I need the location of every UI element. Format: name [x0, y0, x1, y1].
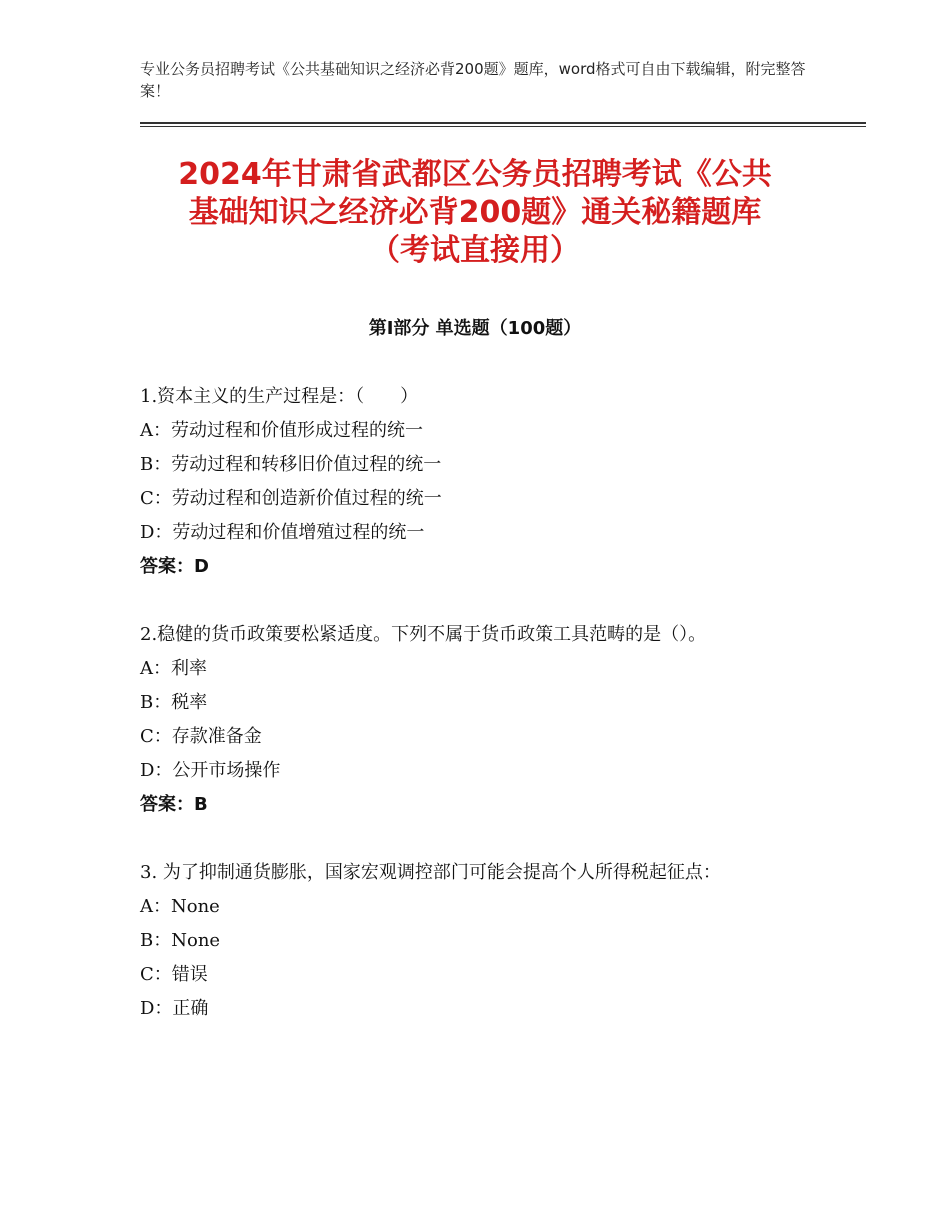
header-divider-thick — [140, 122, 866, 124]
answer: 答案：B — [140, 794, 208, 815]
document-title-line-2: 基础知识之经济必背200题》通关秘籍题库 — [188, 195, 762, 230]
header-note: 专业公务员招聘考试《公共基础知识之经济必背200题》题库，word格式可自由下载编辑，附完整答案！ — [140, 60, 806, 100]
document-title-line-3: （考试直接用） — [370, 233, 580, 268]
header-divider-thin — [140, 126, 866, 127]
option-c: C：劳动过程和创造新价值过程的统一 — [140, 488, 442, 509]
option-c: C：错误 — [140, 964, 208, 985]
answer: 答案：D — [140, 556, 209, 577]
question-3 — [140, 856, 820, 1026]
section-title: 第Ⅰ部分 单选题（100题） — [368, 318, 582, 339]
option-d: D：正确 — [140, 998, 209, 1019]
option-a: A：劳动过程和价值形成过程的统一 — [140, 420, 423, 441]
document-title — [100, 156, 850, 270]
question-stem: 1.资本主义的生产过程是：（ ） — [140, 386, 419, 407]
option-c: C：存款准备金 — [140, 726, 262, 747]
option-a: A：None — [140, 896, 220, 917]
option-d: D：劳动过程和价值增殖过程的统一 — [140, 522, 425, 543]
question-stem: 2.稳健的货币政策要松紧适度。下列不属于货币政策工具范畴的是（）。 — [140, 624, 707, 645]
question-stem: 3. 为了抑制通货膨胀，国家宏观调控部门可能会提高个人所得税起征点： — [140, 862, 721, 883]
option-b: B：劳动过程和转移旧价值过程的统一 — [140, 454, 442, 475]
option-b: B：税率 — [140, 692, 208, 713]
option-b: B：None — [140, 930, 221, 951]
question-list — [140, 380, 820, 1060]
option-d: D：公开市场操作 — [140, 760, 281, 781]
document-title-line-1: 2024年甘肃省武都区公务员招聘考试《公共 — [178, 157, 772, 192]
option-a: A：利率 — [140, 658, 207, 679]
question-1 — [140, 380, 820, 584]
question-2 — [140, 618, 820, 822]
